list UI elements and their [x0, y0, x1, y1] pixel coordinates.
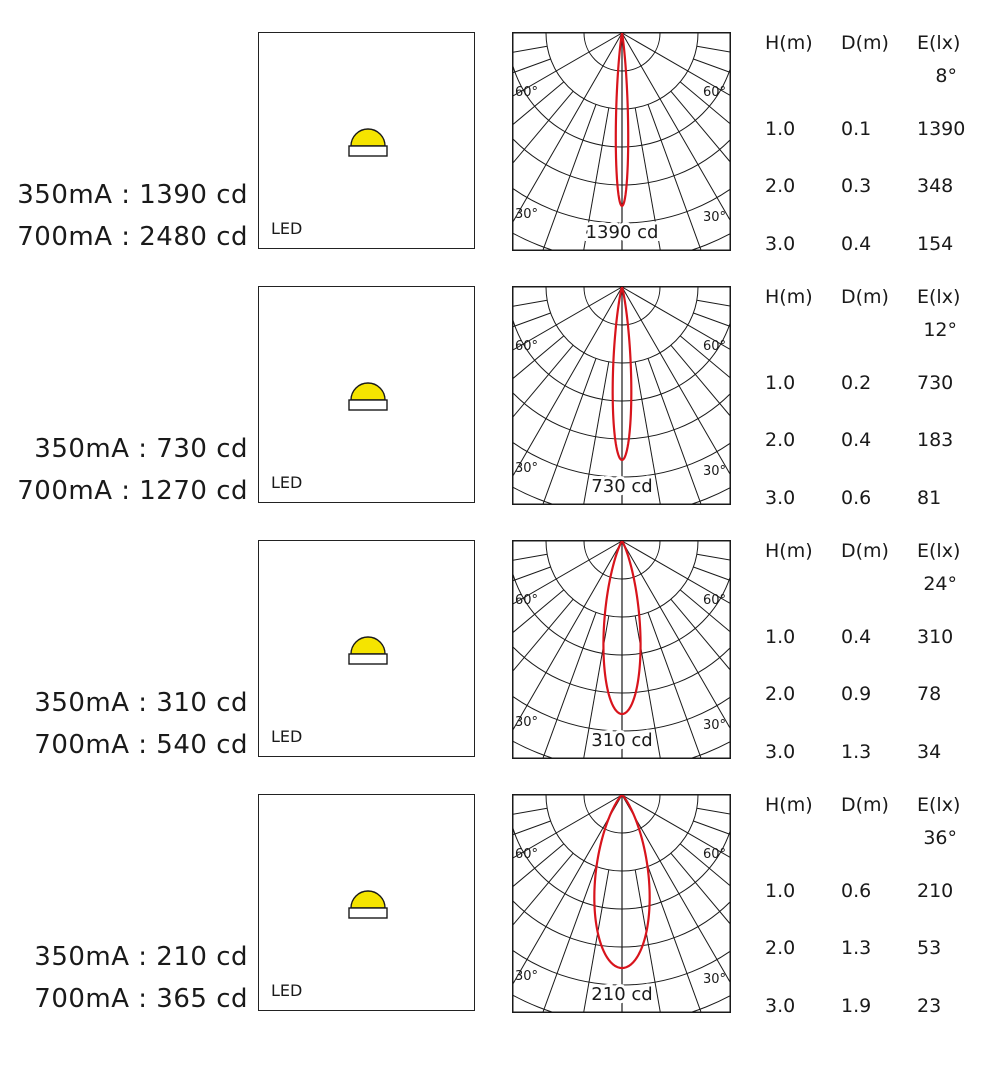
cell-h: 2.0 [765, 683, 796, 705]
header-d: D(m) [841, 32, 889, 54]
cell-d: 0.6 [841, 487, 872, 509]
led-base-shape [349, 654, 387, 664]
beam-angle: 36° [923, 827, 957, 849]
peak-intensity-label: 730 cd [591, 476, 653, 497]
header-e: E(lx) [917, 540, 961, 562]
cell-h: 3.0 [765, 741, 796, 763]
led-label: LED [271, 219, 303, 238]
photometric-row-4 [0, 794, 1000, 1048]
photometric-row-3 [0, 540, 1000, 794]
cell-e: 210 [917, 880, 954, 902]
header-h: H(m) [765, 286, 813, 308]
led-dome-shape [351, 637, 385, 654]
cell-e: 730 [917, 372, 954, 394]
led-label: LED [271, 727, 303, 746]
led-box [258, 794, 475, 1011]
cell-d: 1.3 [841, 937, 872, 959]
angle-label-right-60: 60° [703, 593, 727, 608]
angle-label-right-30: 30° [703, 972, 727, 987]
cell-d: 0.6 [841, 880, 872, 902]
led-label: LED [271, 473, 303, 492]
cell-h: 1.0 [765, 880, 796, 902]
led-label: LED [271, 981, 303, 1000]
angle-label-left-60: 60° [515, 847, 539, 862]
cell-d: 1.9 [841, 995, 872, 1017]
led-dome-shape [351, 891, 385, 908]
current-350-label: 350mA : 1390 cd [17, 180, 248, 210]
illuminance-table [765, 286, 995, 516]
cell-e: 154 [917, 233, 954, 255]
cell-d: 0.2 [841, 372, 872, 394]
angle-label-right-60: 60° [703, 85, 727, 100]
cell-e: 23 [917, 995, 942, 1017]
cell-h: 2.0 [765, 429, 796, 451]
current-700-label: 700mA : 1270 cd [17, 476, 248, 506]
angle-label-right-60: 60° [703, 847, 727, 862]
photometric-row-1 [0, 32, 1000, 286]
header-e: E(lx) [917, 794, 961, 816]
illuminance-table [765, 794, 995, 1024]
header-e: E(lx) [917, 32, 961, 54]
cell-d: 0.3 [841, 175, 872, 197]
led-dome-shape [351, 383, 385, 400]
cell-e: 81 [917, 487, 942, 509]
cell-d: 1.3 [841, 741, 872, 763]
peak-intensity-label: 310 cd [591, 730, 653, 751]
angle-label-left-30: 30° [515, 461, 539, 476]
cell-d: 0.4 [841, 233, 872, 255]
header-h: H(m) [765, 32, 813, 54]
cell-e: 1390 [917, 118, 966, 140]
cell-e: 183 [917, 429, 954, 451]
cell-e: 34 [917, 741, 942, 763]
led-dome-icon [259, 287, 476, 504]
cell-d: 0.9 [841, 683, 872, 705]
beam-angle: 12° [923, 319, 957, 341]
led-base-shape [349, 146, 387, 156]
cell-h: 2.0 [765, 175, 796, 197]
cell-d: 0.4 [841, 429, 872, 451]
led-dome-icon [259, 33, 476, 250]
angle-label-left-60: 60° [515, 85, 539, 100]
header-d: D(m) [841, 540, 889, 562]
header-e: E(lx) [917, 286, 961, 308]
peak-intensity-label: 1390 cd [585, 222, 659, 243]
peak-intensity-label: 210 cd [591, 984, 653, 1005]
led-box [258, 32, 475, 249]
led-dome-shape [351, 129, 385, 146]
led-base-shape [349, 400, 387, 410]
angle-label-right-30: 30° [703, 464, 727, 479]
angle-label-right-30: 30° [703, 210, 727, 225]
current-700-label: 700mA : 540 cd [34, 730, 248, 760]
cell-e: 53 [917, 937, 942, 959]
cell-h: 2.0 [765, 937, 796, 959]
cell-e: 310 [917, 626, 954, 648]
illuminance-table [765, 540, 995, 770]
angle-label-right-60: 60° [703, 339, 727, 354]
led-base-shape [349, 908, 387, 918]
header-d: D(m) [841, 286, 889, 308]
current-350-label: 350mA : 310 cd [34, 688, 248, 718]
cell-h: 3.0 [765, 233, 796, 255]
current-700-label: 700mA : 2480 cd [17, 222, 248, 252]
polar-diagram [512, 540, 731, 759]
cell-e: 348 [917, 175, 954, 197]
polar-diagram [512, 794, 731, 1013]
angle-label-left-30: 30° [515, 969, 539, 984]
angle-label-left-60: 60° [515, 593, 539, 608]
cell-h: 1.0 [765, 626, 796, 648]
angle-label-left-30: 30° [515, 715, 539, 730]
cell-d: 0.4 [841, 626, 872, 648]
beam-angle: 8° [935, 65, 957, 87]
led-box [258, 540, 475, 757]
led-box [258, 286, 475, 503]
cell-e: 78 [917, 683, 942, 705]
current-350-label: 350mA : 730 cd [34, 434, 248, 464]
polar-diagram [512, 286, 731, 505]
header-h: H(m) [765, 794, 813, 816]
cell-h: 3.0 [765, 487, 796, 509]
illuminance-table [765, 32, 995, 262]
cell-d: 0.1 [841, 118, 872, 140]
photometric-row-2 [0, 286, 1000, 540]
angle-label-left-30: 30° [515, 207, 539, 222]
cell-h: 3.0 [765, 995, 796, 1017]
current-700-label: 700mA : 365 cd [34, 984, 248, 1014]
header-d: D(m) [841, 794, 889, 816]
led-dome-icon [259, 541, 476, 758]
polar-diagram [512, 32, 731, 251]
cell-h: 1.0 [765, 372, 796, 394]
cell-h: 1.0 [765, 118, 796, 140]
header-h: H(m) [765, 540, 813, 562]
angle-label-left-60: 60° [515, 339, 539, 354]
current-350-label: 350mA : 210 cd [34, 942, 248, 972]
angle-label-right-30: 30° [703, 718, 727, 733]
beam-angle: 24° [923, 573, 957, 595]
led-dome-icon [259, 795, 476, 1012]
